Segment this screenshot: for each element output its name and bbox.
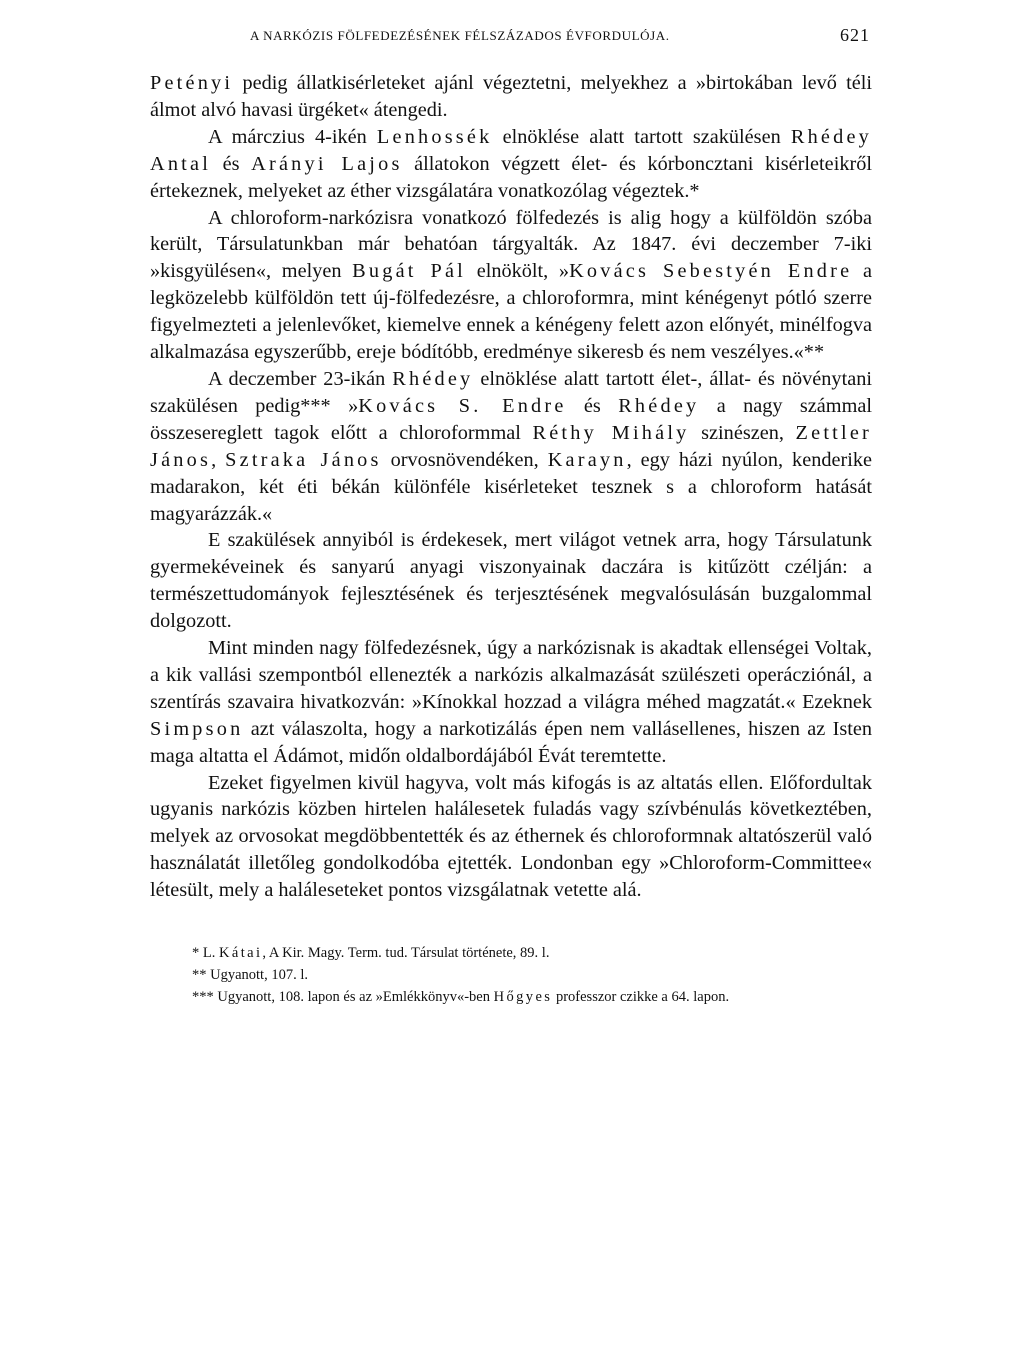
footnote-text-run: ** Ugyanott, 107. l. xyxy=(192,967,308,984)
paragraph xyxy=(150,205,872,366)
paragraph-text-run: pedig állatkisérleteket ajánl végeztetni, melyekhez a »birtokában levő téli álmot alvó havasi ürgéket« átengedi. xyxy=(150,72,872,121)
paragraph-text-run: , xyxy=(211,448,226,471)
paragraph-text-run: szinészen, xyxy=(689,421,796,444)
paragraph xyxy=(150,70,872,124)
paragraph-text-run: A deczember 23-ikán xyxy=(208,367,393,390)
paragraph-spaced-name: Sztraka János xyxy=(225,448,382,471)
paragraph-text-run: és xyxy=(211,152,252,175)
footnote xyxy=(150,942,872,964)
paragraph-text-run: Mint minden nagy fölfedezésnek, úgy a narkózisnak is akadtak ellenségei Voltak, a kik vallási szempontból ellenezték a narkózis alkalmazását szülészeti operácziónál, a szentírás szavaira hivatkozván: »Kínokkal hozzad a világra méhed magzatát.« Ezeknek xyxy=(150,637,872,713)
paragraph-spaced-name: Réthy Mihály xyxy=(532,421,690,444)
paragraph-spaced-name: Petényi xyxy=(150,72,234,94)
paragraph-text-run: állatokon végzett élet- és kórboncztani kisérleteikről értekeznek, melyeket az éther vizsgálatára vonatkozólag végeztek.* xyxy=(150,152,872,202)
footnote xyxy=(150,964,872,986)
paragraph-spaced-name: Rhédey Antal xyxy=(150,125,872,175)
footnote-spaced-name: Hőgyes xyxy=(493,989,553,1006)
paragraph-spaced-name: Karayn xyxy=(547,448,627,471)
paragraph xyxy=(150,635,872,770)
paragraph-spaced-name: Kovács S. Endre xyxy=(358,394,567,417)
paragraph-text-run: elnöklése alatt tartott szakülésen xyxy=(492,125,791,148)
paragraph-text-run: A márczius 4-ikén xyxy=(208,125,377,148)
footnote-text-run: * L. xyxy=(192,945,219,962)
paragraph xyxy=(150,366,872,527)
body-text xyxy=(150,70,872,904)
page-number: 621 xyxy=(840,25,870,45)
paragraph-text-run: orvosnövendéken, xyxy=(381,448,548,471)
paragraph-spaced-name: Rhédey xyxy=(392,367,474,390)
footnote-spaced-name: Kátai xyxy=(218,945,263,962)
footnote-text-run: *** Ugyanott, 108. lapon és az »Emlékkönyv«-ben xyxy=(192,989,494,1006)
book-page xyxy=(150,25,873,1008)
paragraph-text-run: azt válaszolta, hogy a narkotizálás épen nem vallásellenes, hiszen az Isten maga altatta el Ádámot, midőn oldalbordájából Évát teremtette. xyxy=(150,717,872,767)
paragraph-text-run: elnökölt, » xyxy=(466,260,570,283)
paragraph xyxy=(150,770,872,905)
paragraph-spaced-name: Kovács Sebestyén Endre xyxy=(569,260,853,283)
paragraph xyxy=(150,527,872,635)
paragraph-text-run: a nagy számmal összesereglett tagok előtt a chloroformmal xyxy=(150,394,872,444)
paragraph-spaced-name: Lenhossék xyxy=(376,125,493,148)
footnote-text-run: , A Kir. Magy. Term. tud. Társulat története, 89. l. xyxy=(262,945,550,962)
paragraph-text-run: elnöklése alatt tartott élet-, állat- és növénytani szakülésen pedig*** » xyxy=(150,367,872,417)
paragraph-text-run: Ezeket figyelmen kivül hagyva, volt más kifogás is az altatás ellen. Előfordultak ugyanis narkózis közben hirtelen halálesetek fuladás vagy szívbénulás következtében, melyek az orvosokat megdöbbentették és az éthernek és chloroformnak altatószerül való használatát illetőleg gondolkodóba ejtették. Londonban egy »Chloroform-Committee« létesült, mely a haláleseteket pontos vizsgálatnak vetette alá. xyxy=(150,771,872,902)
paragraph-text-run: A chloroform-narkózisra vonatkozó fölfedezés is alig hogy a külföldön szóba került, Társulatunkban már behatóan tárgyalták. Az 1847. évi deczember 7-iki »kisgyülésen«, melyen xyxy=(150,206,872,283)
paragraph-text-run: , egy házi nyúlon, kenderike madarakon, két éti békán különféle kisérleteket tesznek s a chloroform hatását magyarázzák.« xyxy=(150,448,873,525)
running-header xyxy=(150,25,872,58)
running-title: A NARKÓZIS FÖLFEDEZÉSÉNEK FÉLSZÁZADOS ÉVFORDULÓJA. xyxy=(250,28,670,43)
paragraph-spaced-name: Rhédey xyxy=(618,394,700,417)
paragraph-spaced-name: Arányi Lajos xyxy=(251,152,403,175)
footnote xyxy=(150,986,872,1008)
paragraph-spaced-name: Zettler János xyxy=(150,421,872,471)
paragraph-text-run: a legközelebb külföldön tett új-fölfedezésre, a chloroformra, mint kénégenyt pótló szerre figyelmezteti a jelenlevőket, kiemelve ennek a kénégeny felett azon előnyét, minélfogva alkalmazása egyszerűbb, ereje bódítóbb, eredménye sikeresb és nem veszélyes.«** xyxy=(150,260,872,364)
paragraph-text-run: E szakülések annyiból is érdekesek, mert világot vetnek arra, hogy Társulatunk gyermekéveinek és sanyarú anyagi viszonyainak daczára is kitűzött czélján: a természettudományok fejlesztésének és terjesztésének megvalósulásán buzgalommal dolgozott. xyxy=(150,529,872,633)
paragraph-spaced-name: Simpson xyxy=(150,717,244,740)
footnote-text-run: professzor czikke a 64. lapon. xyxy=(552,989,730,1006)
paragraph-spaced-name: Bugát Pál xyxy=(352,260,467,283)
paragraph xyxy=(150,124,872,205)
paragraph-text-run: és xyxy=(566,394,619,417)
footnotes xyxy=(150,942,872,1008)
